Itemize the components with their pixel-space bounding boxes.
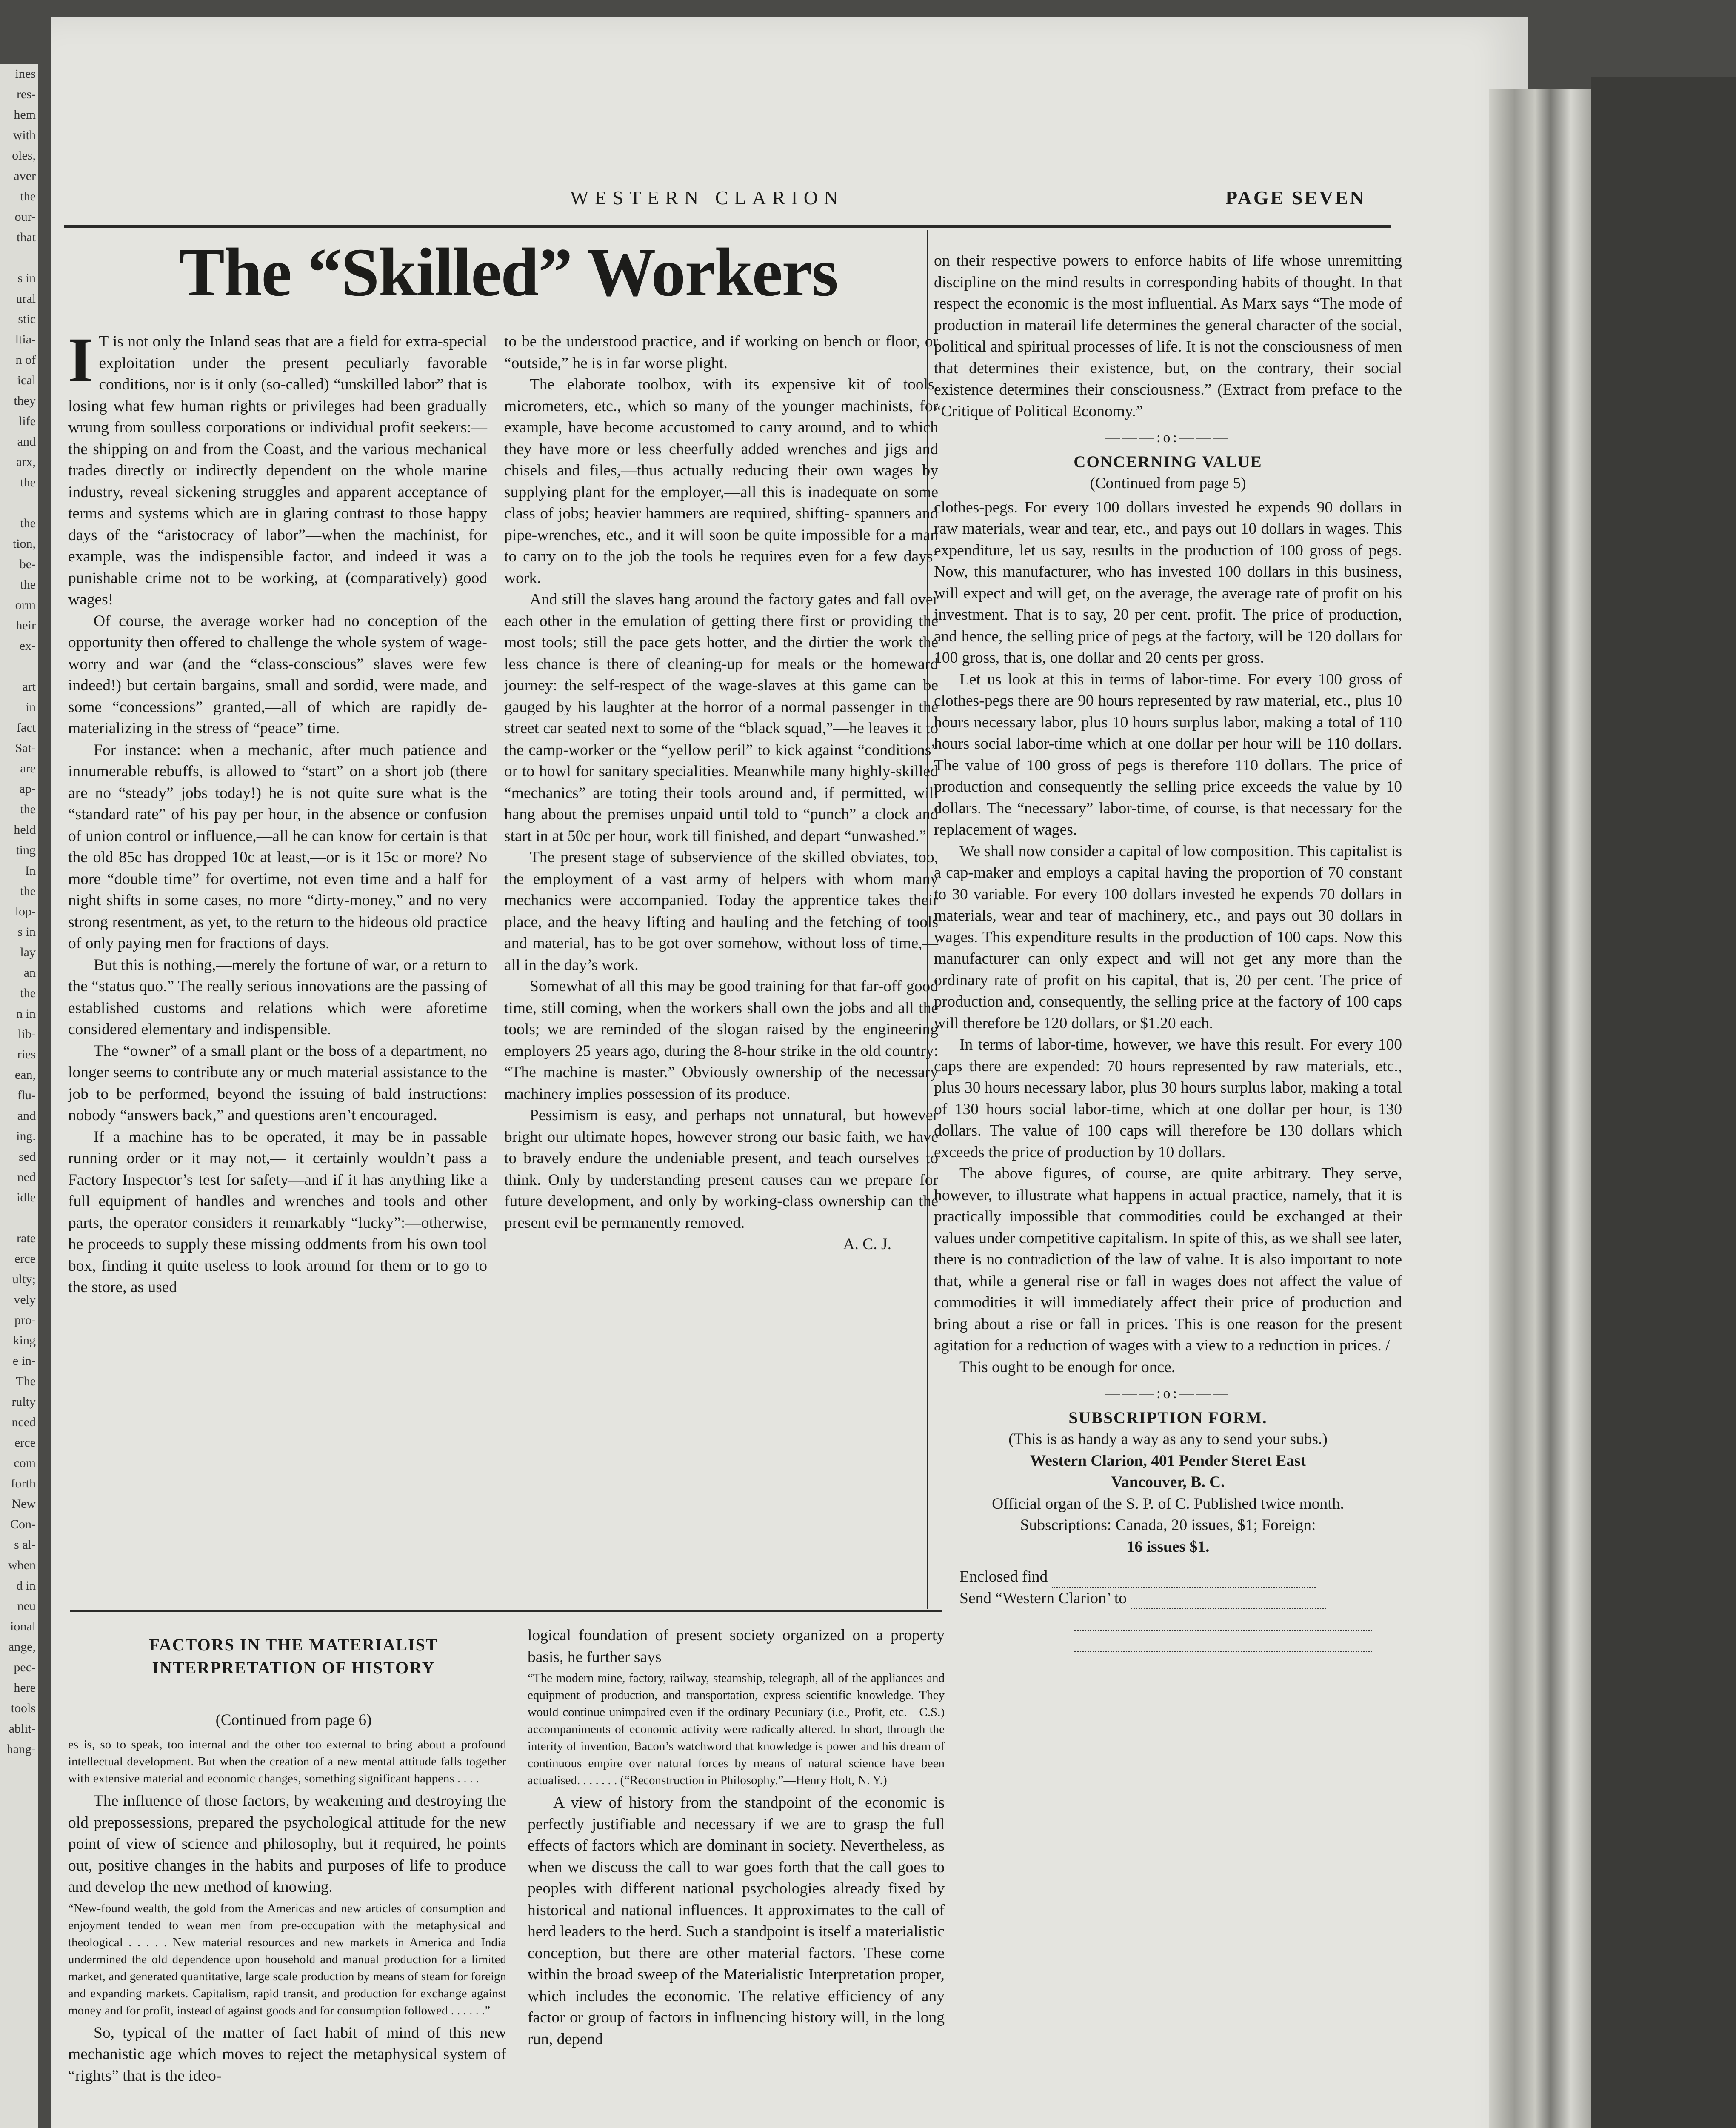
article-headline: The “Skilled” Workers (179, 235, 838, 311)
paragraph: Of course, the average worker had no conception of the opportunity then offered to challenge the whole system of wage-worry and war (and the “class-conscious” slaves were few indeed!) but certain bargains, small and sordid, were made, and some “concessions” granted,—all of which are rapidly de-materializing in the stress of “peace” time. (68, 612, 487, 737)
left-page-fragment: aver (14, 169, 36, 183)
left-page-fragment: ines (15, 67, 36, 81)
left-page-fragment: tion, (12, 537, 36, 551)
author-signature: A. C. J. (843, 1236, 891, 1253)
subscription-city: Vancouver, B. C. (1111, 1473, 1225, 1491)
section-rule (70, 1610, 942, 1612)
address-lines (934, 1609, 1402, 1652)
subscription-title: SUBSCRIPTION FORM. (1068, 1408, 1268, 1427)
header-rule (64, 225, 1391, 228)
article-column-2 (504, 331, 938, 1256)
paragraph: Pessimism is easy, and perhaps not unnatural, but however bright our ultimate hopes, however strong our basic faith, we have to bravely endure the undeniable present, and teach ourselves to think. Only by understanding present causes can we prepare for future development, and only by working-class ownership can the present evil be permanently removed. (504, 1107, 938, 1232)
paragraph: The elaborate toolbox, with its expensive kit of tools, micrometers, etc., which so many of the younger machinists, for example, have become accustomed to carry around, and to which they have more or less cheerfully added wrenches and jigs and chisels and files,—thus actually reducing their own wages by supplying plant for the employer,—all this is inadequate on some class of jobs; heavier hammers are required, shifting- spanners and pipe-wrenches, etc., and it will soon be quite impossible for a man to carry on to the job the tools he requires even for a few days’ work. (504, 376, 938, 587)
left-page-fragment: heir (16, 618, 36, 632)
left-page-fragment: s in (17, 271, 36, 285)
left-page-fragment: ltia- (15, 332, 36, 346)
left-page-fragment: that (17, 230, 36, 244)
left-page-fragment: sed (19, 1150, 36, 1164)
left-page-fragment: arx, (16, 455, 36, 469)
left-page-fragment: rulty (11, 1395, 36, 1409)
left-page-fragment: in (26, 700, 36, 714)
enclosed-field[interactable] (1052, 1572, 1316, 1588)
paragraph: We shall now consider a capital of low composition. This capitalist is a cap-maker and employs a capital having the proportion of 70 constant to 30 variable. For every 100 dollars invested he expends 70 dollars in materials, wear and tear of machinery, etc., and pays out 30 dollars in wages. This expenditure results in the production of 100 caps. Now this manufacturer can only expect and will not get any more than the ordinary rate of profit on his capital, that is, 20 per cent. The price of production and, consequently, the selling price at the factory of 100 caps will therefore be 120 dollars, or $1.20 each. (934, 842, 1402, 1032)
left-page-fragment: ex- (19, 639, 36, 653)
subscription-address: Western Clarion, 401 Pender Steret East (1030, 1452, 1306, 1470)
left-page-fragment: s in (17, 925, 36, 939)
left-page-fragment: ulty; (12, 1272, 36, 1286)
paragraph: Somewhat of all this may be good training for that far-off good time, still coming, when the workers shall own the jobs and all the tools; we are reminded of the slogan raised by the engineering employers 25 years ago, during the 8-hour strike in the old country: “The machine is master.” Obviously ownership of the necessary machinery implies possession of its produce. (504, 978, 938, 1103)
subscription-intro: (This is as handy a way as any to send your subs.) (1008, 1430, 1328, 1448)
left-page-fragment: rate (17, 1231, 36, 1245)
left-page-fragment: with (13, 128, 36, 142)
left-page-fragment: be- (19, 557, 36, 571)
left-page-fragment: ing. (16, 1129, 36, 1143)
scan-background (1591, 77, 1736, 2128)
paragraph: If a machine has to be operated, it may be in passable running order or it may not,— it certainly wouldn’t pass a Factory Inspector’s test for safety—and if it has anything like a full equipment of handles and wrenches and tools and other parts, the operator considers it remarkably “lucky”:—otherwise, he proceeds to supply these missing oddments from his own tool box, finding it quite useless to look around for them or to go to the store, as used (68, 1128, 487, 1296)
left-page-fragment: the (20, 578, 36, 592)
paragraph: For instance: when a mechanic, after much patience and innumerable rebuffs, is allowed to “start” on a short job (there are no “steady” jobs today!) he is not quite sure what is the “standard rate” of his pay per hour, in the absence or confusion of union control or influence,—all he can know for certain is that the old 85c has dropped 10c at least,—or is it 15c or more? No more “double time” for overtime, not even time and a half for night shifts in some cases, no more “dirty-money,” and no very strong resentment, as yet, to the return to the hideous old practice of only paying men for fractions of days. (68, 741, 487, 952)
address-field-2[interactable] (1074, 1636, 1372, 1652)
paragraph: Let us look at this in terms of labor-time. For every 100 gross of clothes-pegs there are 90 hours represented by raw material, etc., plus 10 hours necessary labor, plus 10 hours surplus labor, making a total of 110 hours social labor-time which at one dollar per hour will be 110 dollars. The value of 100 gross of pegs is therefore 110 dollars. The price of production and consequently the selling price exceeds the value by 10 dollars. The “necessary” labor-time, of course, is that necessary for the replacement of wages. (934, 670, 1402, 838)
left-page-fragment: are (20, 761, 36, 775)
block-quote: es is, so to speak, too internal and the other too external to bring about a profound intellectual development. But when the creation of a new mental attitude falls together with extensive material and economic changes, something significant happens . . . . (68, 1738, 506, 1785)
block-quote: “The modern mine, factory, railway, steamship, telegraph, all of the appliances and equipment of production, and transportation, express scientific knowledge. They would continue unimpaired even if the ordinary Pecuniary (i.e., Profit, etc.—C.S.) accompaniments of economic activity were radically altered. In short, through the interity of invention, Bacon’s watchword that knowledge is power and his dream of continuous empire over natural forces by means of natural science have been actualised. . . . . . . (“Reconstruction in Philosophy.”—Henry Holt, N. Y.) (528, 1671, 945, 1787)
paragraph: clothes-pegs. For every 100 dollars invested he expends 90 dollars in raw materials, wear and tear, etc., and pays out 10 dollars in wages. This expenditure, let us say, results in the production of 100 gross of pegs. Now, this manufacturer, who has invested 100 dollars in this business, will expect and will get, on the average, the average rate of profit on his investment. That is to say, 20 per cent. profit. The price of production, and hence, the selling price of pegs at the factory, will be 120 dollars for 100 gross, that is, one dollar and 20 cents per gross. (934, 498, 1402, 666)
left-page-fragment: ries (17, 1047, 36, 1061)
left-page-fragment: ablit- (9, 1722, 36, 1736)
left-page-fragment: lib- (18, 1027, 36, 1041)
article-column-3 (934, 250, 1402, 1652)
left-page-fragment: tools (11, 1701, 36, 1715)
paragraph: A view of history from the standpoint of the economic is perfectly justifiable and necessary if we are to grasp the full effects of factors which are dominant in society. Nevertheless, as when we discuss the call to war goes forth that the call goes to peoples with different national psychologies already fixed by historical and national influences. It approximates to the call of herd leaders to the herd. Such a standpoint is itself a materialistic conception, but there are other material factors. These come within the broad sweep of the Materialistic Interpretation proper, which includes the economic. The relative efficiency of any factor or group of factors in influencing history will, in the long run, depend (528, 1794, 945, 2048)
left-page-fragment: the (20, 986, 36, 1000)
left-page-fragment: New (11, 1497, 36, 1511)
left-page-fragment: life (19, 414, 36, 428)
left-page-fragment: ned (17, 1170, 36, 1184)
left-page-fragment: com (14, 1456, 36, 1470)
left-page-fragment: hang- (6, 1742, 36, 1756)
left-page-fragment: the (20, 189, 36, 203)
paragraph: The influence of those factors, by weakening and destroying the old prepossessions, prepared the psychological attitude for the new point of view of science and philosophy, but it required, he points out, positive changes in the habits and purposes of life to produce and develop the new method of knowing. (68, 1792, 506, 1896)
left-page-margin (0, 64, 38, 2128)
left-page-fragment: nced (11, 1415, 36, 1429)
subscription-rates: Subscriptions: Canada, 20 issues, $1; Foreign: (1020, 1516, 1316, 1534)
send-row (934, 1588, 1402, 1610)
section-separator: ———:o:——— (1105, 430, 1231, 446)
left-page-fragment: ting (16, 843, 36, 857)
left-page-fragment: Sat- (15, 741, 36, 755)
left-page-fragment (0, 1208, 38, 1228)
enclosed-row (934, 1566, 1402, 1588)
left-page-fragment: Con- (10, 1517, 36, 1531)
left-page-fragment: the (20, 884, 36, 898)
paragraph: And still the slaves hang around the factory gates and fall over each other in the emulation of getting there first or providing the most tools; still the pace gets hotter, and the dirtier the work the less chance is there of cleaning-up for meals or the homeward journey: the self-respect of the wage-slaves at this game can be gauged by his laughter at the horror of a normal passenger in the street car seated next to some of the “black squad,”—he leaves it to the camp-worker or the “yellow peril” to kick against “conditions” or to howl for sanitary specialities. Meanwhile many highly-skilled “mechanics” are toting their tools around and, if permitted, will hang about the premises unpaid until told to “punch” a clock and start in at 50c per hour, work till finished, and depart “unwashed.” (504, 591, 938, 845)
left-page-fragment: ean, (14, 1068, 36, 1082)
left-page-fragment: lop- (15, 904, 36, 918)
paragraph: This ought to be enough for once. (959, 1358, 1176, 1376)
page-number: PAGE SEVEN (1225, 187, 1366, 209)
paragraph: T is not only the Inland seas that are a field for extra-special exploitation under the present peculiarly favorable conditions, nor is it only (so-called) “unskilled labor” that is losing what few human rights or privileges had been gradually wrung from soulless corporations or individual profit seekers:—the shipping on and from the Coast, and the various mechanical trades directly or indirectly dependent on the whole marine industry, reveal sickening struggles and apparent acceptance of terms and systems which are in glaring contrast to those happy days of the “aristocracy of labor”—when the machinist, for example, was the indispensible factor, and indeed it was a punishable crime not to be working, at (comparatively) good wages! (68, 333, 487, 608)
factors-title: FACTORS IN THE MATERIALIST INTERPRETATION OF HISTORY (149, 1635, 438, 1677)
left-page-fragment: The (16, 1374, 36, 1388)
continued-note: (Continued from page 6) (215, 1711, 372, 1729)
left-page-fragment: idle (17, 1190, 36, 1204)
left-page-fragment: ural (16, 292, 36, 306)
left-page-fragment: fact (17, 721, 36, 735)
section-title: CONCERNING VALUE (1074, 452, 1262, 471)
left-page-fragment: pro- (14, 1313, 36, 1327)
left-page-fragment: held (14, 823, 36, 837)
left-page-fragment: the (20, 516, 36, 530)
left-page-fragment: here (14, 1681, 36, 1695)
subscription-rates-foreign: 16 issues $1. (1126, 1538, 1210, 1556)
left-page-fragment: ional (10, 1619, 36, 1633)
left-page-fragment (0, 493, 38, 513)
left-page-fragment: when (8, 1558, 36, 1572)
left-page-fragment: res- (17, 87, 36, 101)
paragraph: to be the understood practice, and if working on bench or floor, or “outside,” he is in far worse plight. (504, 333, 938, 372)
left-page-fragment: In (25, 864, 36, 878)
left-page-fragment: and (17, 435, 36, 449)
factors-column-2 (528, 1625, 945, 2050)
send-to-field[interactable] (1131, 1593, 1326, 1609)
left-page-fragment: n of (15, 353, 36, 367)
left-page-fragment: ap- (19, 782, 36, 796)
paragraph: So, typical of the matter of fact habit of mind of this new mechanistic age which moves to reject the metaphysical system of “rights” that is the ideo- (68, 2024, 506, 2085)
page-binding-edge (1489, 89, 1591, 2128)
left-page-fragment: lay (20, 945, 36, 959)
left-page-fragment: and (17, 1109, 36, 1123)
drop-cap: I (68, 325, 93, 395)
paragraph: But this is nothing,—merely the fortune of war, or a return to the “status quo.” The really serious innovations are the passing of established customs and relations which were aforetime considered elementary and indispensible. (68, 956, 487, 1038)
left-page-fragment: the (20, 475, 36, 489)
send-label: Send “Western Clarion’ to (959, 1589, 1127, 1607)
newspaper-title: WESTERN CLARION (570, 187, 844, 209)
paragraph: In terms of labor-time, however, we have this result. For every 100 caps there are expended: 70 hours represented by raw materials, etc., plus 30 hours necessary labor, plus 30 hours surplus labor, making a total of 130 hours social labor-time, which at one dollar per hour, is 130 dollars. The value of 100 caps will therefore be 130 dollars which exceeds the price of production by 10 dollars. (934, 1036, 1402, 1161)
paragraph: logical foundation of present society organized on a property basis, he further says (528, 1627, 945, 1666)
left-page-fragment: hem (14, 108, 36, 122)
paragraph: The above figures, of course, are quite arbitrary. They serve, however, to illustrate what happens in actual practice, namely, that it is practically impossible that commodities could be exchanged at their values under competitive capitalism. In spite of this, as we shall see later, there is no contradiction of the law of value. It is also important to note that, while a general rise or fall in wages does not affect the value of commodities it will immediately affect their price of production and bring about a rise or fall in prices. This is one reason for the present agitation for a reduction of wages with a view to a reduction in prices. / (934, 1165, 1402, 1354)
left-page-fragment (0, 656, 38, 677)
left-page-fragment: flu- (17, 1088, 36, 1102)
address-field-1[interactable] (1074, 1615, 1372, 1631)
left-page-fragment: ical (17, 373, 36, 387)
left-page-fragment: erce (14, 1252, 36, 1266)
left-page-fragment: an (23, 966, 36, 980)
left-page-fragment: the (20, 802, 36, 816)
left-page-fragment: vely (14, 1293, 36, 1307)
left-page-fragment (0, 248, 38, 268)
left-page-fragment: they (14, 394, 36, 408)
left-page-fragment: stic (18, 312, 36, 326)
section-separator: ———:o:——— (1105, 1386, 1231, 1402)
left-page-fragment: erce (14, 1436, 36, 1450)
left-page-fragment: d in (16, 1579, 36, 1593)
left-page-fragment: orm (15, 598, 36, 612)
left-page-fragment: pec- (14, 1660, 36, 1674)
block-quote: “New-found wealth, the gold from the Americas and new articles of consumption and enjoyment tended to wean men from pre-occupation with the metaphysical and theological . . . . . New material resources and new markets in America and India undermined the old dependence upon household and manual production for a limited market, and generated quantitative, large scale production by means of steam for foreign and expanding markets. Capitalism, rapid transit, and production for exchange against money and for profit, instead of against goods and for consumption followed . . . . . .” (68, 1901, 506, 2017)
left-page-fragment: king (13, 1333, 36, 1347)
left-page-fragment: oles, (12, 149, 36, 163)
paragraph: The present stage of subservience of the skilled obviates, too, the employment of a vast army of helpers with whom many mechanics were accompanied. Today the apprentice takes their place, and the heavy lifting and hauling and the fetching of tools and material, has to be got over somehow, without loss of time,—all in the day’s work. (504, 849, 938, 974)
left-page-fragment: art (22, 680, 36, 694)
article-column-1 (68, 325, 487, 1299)
left-page-fragment: neu (17, 1599, 36, 1613)
paragraph: on their respective powers to enforce habits of life whose unremitting discipline on the mind results in corresponding habits of thought. In that respect the economic is the most influential. As Marx says “The mode of production in materail life determines the general character of the social, political and spiritual processes of life. It is not the consciousness of men that determines their existence, but, on the contrary, their social existence determines their consciousness.” (Extract from preface to the “Critique of Political Economy.” (934, 252, 1402, 420)
continued-note: (Continued from page 5) (1090, 475, 1246, 492)
left-page-fragment: e in- (12, 1354, 36, 1368)
subscription-organ: Official organ of the S. P. of C. Published twice month. (992, 1495, 1344, 1513)
left-page-fragment: forth (11, 1476, 36, 1490)
left-page-fragment: ange, (8, 1640, 36, 1654)
left-page-fragment: n in (16, 1007, 36, 1021)
left-page-fragment: our- (14, 210, 36, 224)
paragraph: The “owner” of a small plant or the boss of a department, no longer seems to contribute any or much material assistance to the job to be performed, beyond the issuing of bald instructions: nobody “answers back,” and questions aren’t encouraged. (68, 1042, 487, 1124)
enclosed-label: Enclosed find (959, 1568, 1048, 1585)
factors-column-1 (68, 1734, 506, 2087)
left-page-fragment: s al- (14, 1538, 36, 1552)
